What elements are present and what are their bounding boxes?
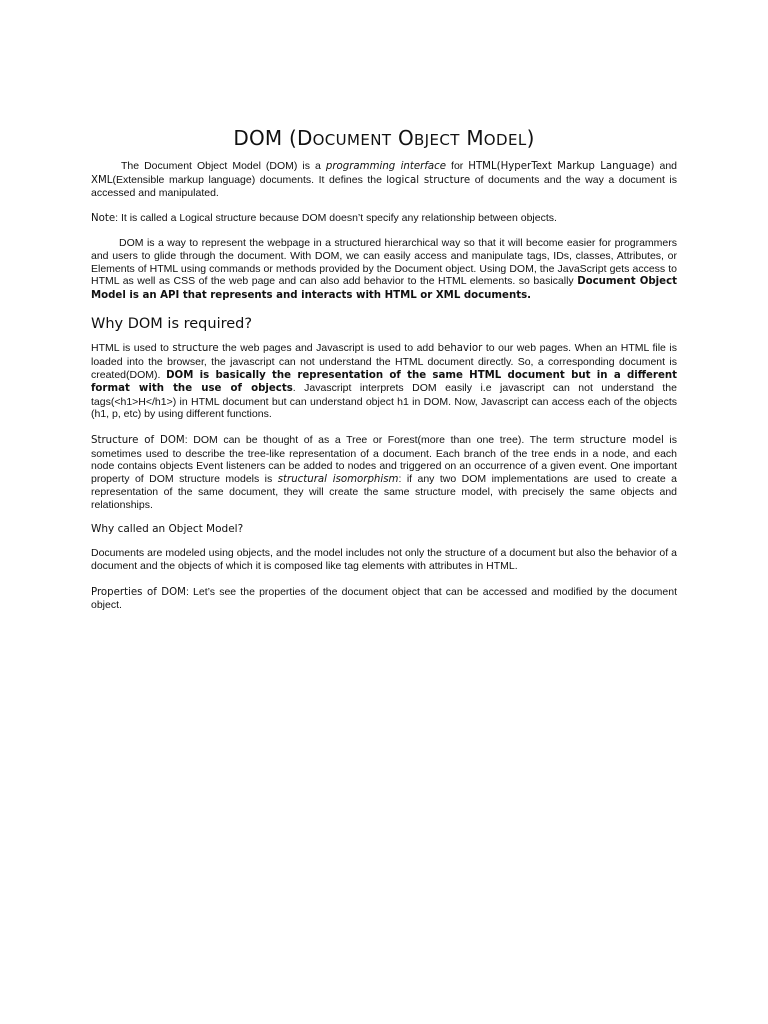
object-model-heading: Why called an Object Model? [91, 523, 244, 536]
title-part: ODEL [483, 131, 527, 149]
emphasis-text: HTML(HyperText Markup Language) [468, 161, 655, 172]
text-run: . Javascript interprets DOM easily i.e javascript can not understand the tags(<h1>H</h1>) in HTML document but can understand object h1 in DOM. Now, Javascript can access each of the objects (h1, p, etc) by using different functions. [91, 382, 677, 421]
intro-paragraph [91, 160, 677, 200]
text-run: the web pages and Javascript is used to add [218, 342, 438, 355]
text-run: The Document Object Model (DOM) is a [121, 160, 326, 172]
title-part: M [459, 126, 484, 150]
properties-paragraph [91, 586, 677, 612]
text-run: for [446, 160, 469, 172]
text-run: to our web pages. When an HTML file is loaded into the browser, the javascript can not understand the HTML document directly. So, a corresponding document is created(DOM). [91, 342, 677, 381]
emphasis-text: structure model [579, 434, 664, 446]
text-run: DOM is a way to represent the webpage in a structured hierarchical way so that it will become easier for programmers and users to glide through the document. With DOM, we can easily access and manipulate tags, IDs, classes, Attributes, or Elements of HTML using commands or methods provided by the Document object. Using DOM, the JavaScript gets access to HTML as well as CSS of the web page and can also add behavior to the HTML elements. so basically [91, 237, 677, 288]
emphasis-text: behavior [437, 343, 483, 355]
document-content [91, 126, 677, 612]
title-part: O [391, 126, 414, 150]
note-paragraph [91, 212, 677, 226]
title-part: ) [526, 126, 535, 150]
why-dom-heading: Why DOM is required? [91, 316, 253, 333]
text-run: (Extensible markup language) documents. It defines the l [112, 173, 389, 186]
text-run: of documents and the way a document is accessed and manipulated. [91, 173, 677, 200]
title-part: D [296, 126, 313, 150]
emphasis-text: ogical structure [388, 174, 471, 186]
title-part: BJECT [413, 131, 460, 149]
text-run: is sometimes used to describe the tree-like representation of a document. Each branch of the tree ends in a node, and each node contains objects Event listeners can be added to nodes and triggered on an occurrence of a given event. One important property of DOM structure models is [91, 433, 677, 485]
why-dom-paragraph [91, 342, 677, 421]
emphasis-text: structure [172, 343, 219, 355]
text-run: : DOM can be thought of as a Tree or Forest(more than one tree). The term [184, 433, 580, 446]
structure-paragraph [91, 434, 677, 512]
emphasis-text: DOM is basically the representation of the same HTML document but in a different format with the use of objects [91, 369, 677, 395]
text-run: : It is called a Logical structure because DOM doesn’t specify any relationship between objects. [115, 211, 557, 224]
text-run: and [654, 160, 678, 172]
title-part: DOM ( [233, 126, 297, 150]
properties-label: Properties of DOM [91, 586, 186, 598]
text-run: HTML is used to [91, 342, 173, 355]
dom-description-paragraph [91, 237, 677, 302]
emphasis-text: programming interface [325, 161, 447, 172]
note-label: Note [91, 212, 116, 224]
emphasis-text: structural isomorphism [277, 473, 399, 485]
emphasis-text: XML [91, 174, 113, 186]
title-part: OCUMENT [312, 131, 392, 149]
structure-label: Structure of DOM [91, 434, 185, 446]
text-run: : Let’s see the properties of the document object that can be accessed and modified by the document object. [91, 585, 678, 612]
emphasis-text: Document Object Model is an API that represents and interacts with HTML or XML documents. [91, 276, 677, 301]
object-model-paragraph: Documents are modeled using objects, and the model includes not only the structure of a document but also the behavior of a document and the objects of which it is composed like tag elements with attributes in HTML. [91, 547, 677, 573]
text-run: : if any two DOM implementations are used to create a representation of the same document, they will create the same structure model, with precisely the same objects and relationships. [91, 472, 677, 511]
page-title [91, 126, 677, 150]
